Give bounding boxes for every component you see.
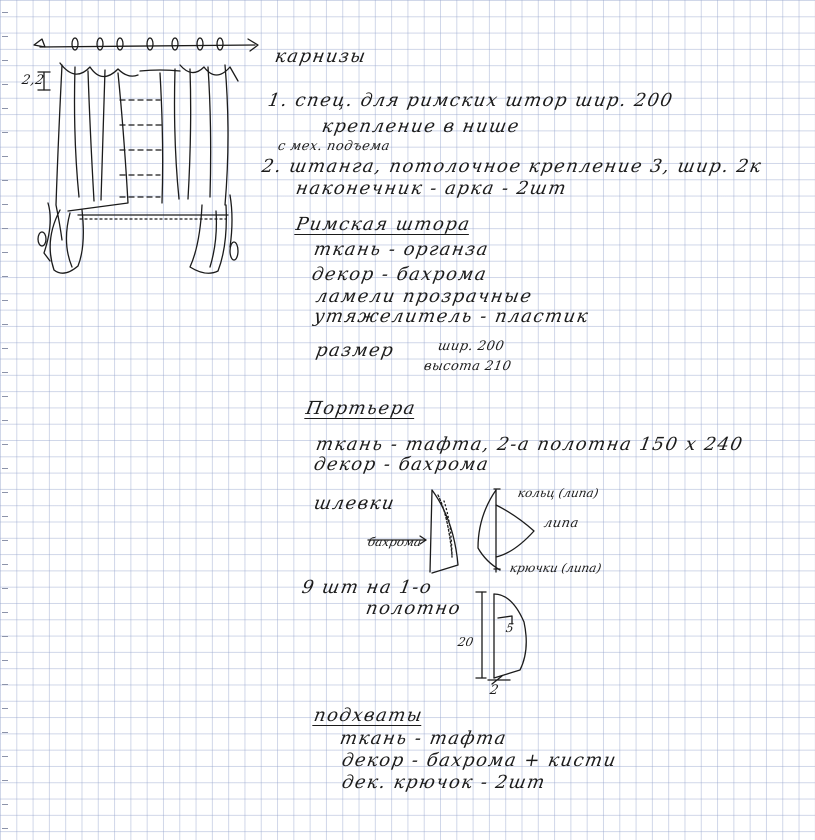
roman-title: Римская штора — [294, 214, 473, 235]
margin-mark — [2, 492, 8, 493]
margin-mark — [2, 708, 8, 709]
margin-mark — [2, 60, 8, 61]
loop-fringe-label: бахрома — [366, 535, 423, 549]
notebook-margin-marks — [0, 0, 10, 840]
cornice-item1-line2: крепление в нише — [320, 116, 522, 137]
roman-width: шир. 200 — [436, 339, 506, 354]
cornice-item1-line1: 1. спец. для римских штор шир. 200 — [266, 90, 676, 111]
tiebacks-hook: дек. крючок - 2шт — [340, 772, 548, 793]
margin-mark — [2, 540, 8, 541]
margin-mark — [2, 324, 8, 325]
loop-dimension-sketch — [470, 588, 540, 698]
margin-mark — [2, 300, 8, 301]
loop-sketch-fringe — [360, 485, 470, 580]
margin-mark — [2, 756, 8, 757]
tiebacks-decor: декор - бахрома + кисти — [340, 750, 619, 771]
margin-mark — [2, 36, 8, 37]
margin-mark — [2, 252, 8, 253]
loop-velcro-top-label: кольц (липа) — [516, 486, 600, 500]
margin-mark — [2, 276, 8, 277]
portiere-fabric: ткань - тафта, 2-а полотна 150 х 240 — [314, 434, 746, 455]
margin-mark — [2, 180, 8, 181]
roman-weight: утяжелитель - пластик — [312, 306, 591, 327]
portiere-title: Портьера — [304, 398, 418, 419]
roman-decor: декор - бахрома — [310, 264, 490, 285]
margin-mark — [2, 732, 8, 733]
margin-mark — [2, 396, 8, 397]
margin-mark — [2, 204, 8, 205]
roman-fabric: ткань - органза — [312, 239, 491, 260]
roman-height: высота 210 — [422, 359, 513, 374]
tiebacks-fabric: ткань - тафта — [338, 728, 509, 749]
cornice-item2-line1: 2. штанга, потолочное крепление 3, шир. 2к — [260, 156, 764, 177]
margin-mark — [2, 228, 8, 229]
sketch-dimension-label: 2,2 — [20, 73, 46, 88]
cornice-item2-line2: наконечник - арка - 2шт — [294, 178, 569, 199]
margin-mark — [2, 444, 8, 445]
margin-mark — [2, 468, 8, 469]
margin-mark — [2, 684, 8, 685]
margin-mark — [2, 348, 8, 349]
margin-mark — [2, 828, 8, 829]
margin-mark — [2, 588, 8, 589]
loop-dim-small: 5 — [504, 621, 515, 635]
margin-mark — [2, 660, 8, 661]
margin-mark — [2, 156, 8, 157]
loop-velcro-mid-label: липа — [542, 516, 581, 531]
roman-lamels: ламели прозрачные — [314, 286, 535, 307]
margin-mark — [2, 12, 8, 13]
cornice-item1-line3: с мех. подъема — [276, 139, 392, 154]
margin-mark — [2, 372, 8, 373]
margin-mark — [2, 780, 8, 781]
margin-mark — [2, 420, 8, 421]
loops-count-line2: полотно — [364, 598, 463, 619]
margin-mark — [2, 564, 8, 565]
loops-title: шлевки — [312, 493, 397, 514]
portiere-decor: декор - бахрома — [312, 454, 492, 475]
margin-mark — [2, 132, 8, 133]
margin-mark — [2, 516, 8, 517]
tiebacks-title: подхваты — [312, 705, 425, 726]
curtain-sketch — [20, 25, 260, 295]
roman-size-label: размер — [314, 340, 397, 361]
margin-mark — [2, 84, 8, 85]
loop-dim-length: 20 — [456, 635, 475, 649]
loop-hooks-label: крючки (липа) — [508, 561, 603, 575]
margin-mark — [2, 612, 8, 613]
margin-mark — [2, 636, 8, 637]
margin-mark — [2, 804, 8, 805]
cornice-title: карнизы — [273, 46, 369, 67]
margin-mark — [2, 108, 8, 109]
loop-dim-width: 2 — [488, 683, 501, 698]
loops-count-line1: 9 шт на 1-о — [300, 577, 435, 598]
